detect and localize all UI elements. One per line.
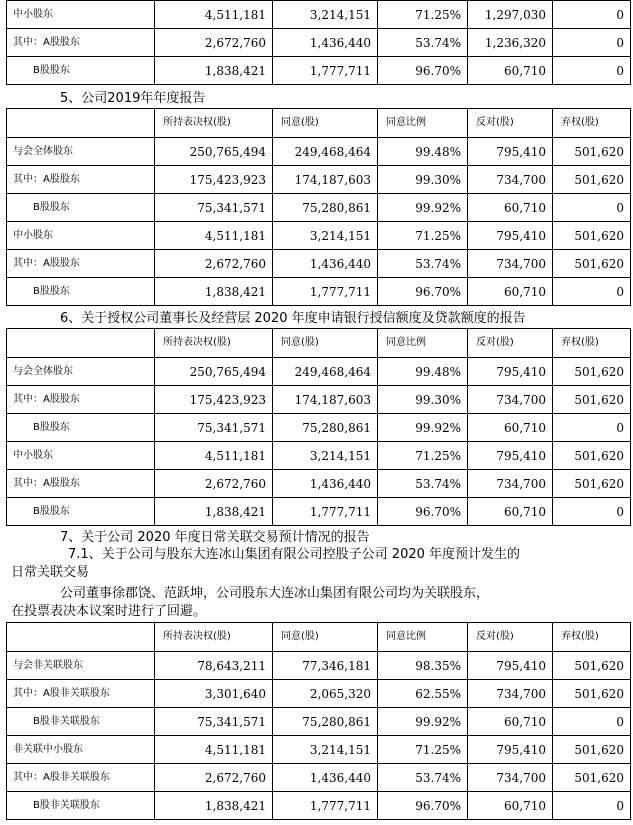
header-cell: 反对(股) [468, 109, 553, 138]
header-cell: 所持表决权(股) [155, 623, 273, 652]
header-cell: 同意(股) [273, 329, 378, 358]
value-cell: 75,280,861 [273, 708, 378, 736]
value-cell: 4,511,181 [155, 442, 273, 470]
value-cell: 1,236,320 [468, 29, 553, 57]
section-7-vote-table [6, 622, 631, 820]
table-row [7, 414, 631, 442]
row-label: 其中：A股股东 [7, 470, 155, 498]
value-cell: 71.25% [378, 442, 468, 470]
row-label: B股非关联股东 [7, 708, 155, 736]
table-row [7, 792, 631, 820]
value-cell: 99.92% [378, 708, 468, 736]
header-cell: 弃权(股) [553, 623, 631, 652]
value-cell: 99.30% [378, 166, 468, 194]
value-cell: 501,620 [553, 138, 631, 166]
value-cell: 60,710 [468, 708, 553, 736]
table-row [7, 736, 631, 764]
value-cell: 734,700 [468, 470, 553, 498]
section-6-vote-table [6, 328, 631, 526]
value-cell: 501,620 [553, 358, 631, 386]
row-label: 中小股东 [7, 1, 155, 29]
value-cell: 501,620 [553, 166, 631, 194]
value-cell: 96.70% [378, 498, 468, 526]
value-cell: 175,423,923 [155, 386, 273, 414]
row-label: 其中：A股股东 [7, 29, 155, 57]
value-cell: 2,672,760 [155, 470, 273, 498]
value-cell: 99.92% [378, 414, 468, 442]
value-cell: 75,341,571 [155, 194, 273, 222]
value-cell: 175,423,923 [155, 166, 273, 194]
value-cell: 795,410 [468, 652, 553, 680]
value-cell: 0 [553, 708, 631, 736]
value-cell: 1,297,030 [468, 1, 553, 29]
value-cell: 0 [553, 194, 631, 222]
value-cell: 249,468,464 [273, 138, 378, 166]
value-cell: 99.48% [378, 358, 468, 386]
table-row [7, 442, 631, 470]
row-label: 中小股东 [7, 442, 155, 470]
value-cell: 53.74% [378, 29, 468, 57]
row-label: B股股东 [7, 498, 155, 526]
value-cell: 96.70% [378, 792, 468, 820]
value-cell: 795,410 [468, 442, 553, 470]
value-cell: 53.74% [378, 250, 468, 278]
value-cell: 71.25% [378, 222, 468, 250]
value-cell: 0 [553, 498, 631, 526]
row-label: B股股东 [7, 57, 155, 85]
row-label: 与会全体股东 [7, 138, 155, 166]
value-cell: 2,672,760 [155, 29, 273, 57]
header-cell: 同意(股) [273, 109, 378, 138]
value-cell: 1,777,711 [273, 498, 378, 526]
row-label: 其中：A股非关联股东 [7, 680, 155, 708]
row-label: 与会全体股东 [7, 358, 155, 386]
value-cell: 0 [553, 792, 631, 820]
row-label: B股股东 [7, 194, 155, 222]
value-cell: 1,838,421 [155, 498, 273, 526]
section-7-1-heading-cont: 日常关联交易 [11, 565, 90, 580]
row-label: 其中：A股非关联股东 [7, 764, 155, 792]
value-cell: 62.55% [378, 680, 468, 708]
value-cell: 1,777,711 [273, 278, 378, 306]
value-cell: 734,700 [468, 386, 553, 414]
value-cell: 1,777,711 [273, 57, 378, 85]
header-cell: 同意比例 [378, 623, 468, 652]
value-cell: 60,710 [468, 792, 553, 820]
value-cell: 3,301,640 [155, 680, 273, 708]
value-cell: 60,710 [468, 498, 553, 526]
value-cell: 795,410 [468, 736, 553, 764]
value-cell: 0 [553, 278, 631, 306]
value-cell: 501,620 [553, 652, 631, 680]
table-row [7, 764, 631, 792]
value-cell: 795,410 [468, 138, 553, 166]
value-cell: 3,214,151 [273, 442, 378, 470]
value-cell: 2,065,320 [273, 680, 378, 708]
value-cell: 501,620 [553, 222, 631, 250]
section-7-1-note-cont: 在投票表决本议案时进行了回避。 [11, 604, 207, 619]
value-cell: 60,710 [468, 194, 553, 222]
section-5-heading: 5、公司2019年年度报告 [60, 91, 206, 106]
table-row [7, 29, 631, 57]
section-7-1-note: 公司董事徐郡饶、范跃坤，公司股东大连冰山集团有限公司均为关联股东， [60, 586, 490, 601]
value-cell: 250,765,494 [155, 358, 273, 386]
value-cell: 75,280,861 [273, 414, 378, 442]
value-cell: 174,187,603 [273, 166, 378, 194]
value-cell: 1,777,711 [273, 792, 378, 820]
table-row [7, 138, 631, 166]
value-cell: 53.74% [378, 764, 468, 792]
table-row [7, 222, 631, 250]
value-cell: 1,436,440 [273, 764, 378, 792]
table-row [7, 498, 631, 526]
section-7-heading: 7、关于公司 2020 年度日常关联交易预计情况的报告 [60, 530, 370, 545]
value-cell: 1,436,440 [273, 250, 378, 278]
header-cell-blank [7, 623, 155, 652]
header-cell: 所持表决权(股) [155, 109, 273, 138]
value-cell: 75,341,571 [155, 708, 273, 736]
table-row [7, 358, 631, 386]
value-cell: 77,346,181 [273, 652, 378, 680]
vote-table-continued [6, 0, 631, 85]
table-row [7, 386, 631, 414]
table-row [7, 278, 631, 306]
value-cell: 734,700 [468, 250, 553, 278]
value-cell: 734,700 [468, 764, 553, 792]
value-cell: 1,838,421 [155, 792, 273, 820]
section-6-heading: 6、关于授权公司董事长及经营层 2020 年度申请银行授信额度及贷款额度的报告 [60, 311, 526, 326]
value-cell: 4,511,181 [155, 1, 273, 29]
value-cell: 501,620 [553, 470, 631, 498]
row-label: 中小股东 [7, 222, 155, 250]
value-cell: 249,468,464 [273, 358, 378, 386]
value-cell: 795,410 [468, 358, 553, 386]
table-header-row [7, 329, 631, 358]
value-cell: 99.48% [378, 138, 468, 166]
table-row [7, 680, 631, 708]
value-cell: 78,643,211 [155, 652, 273, 680]
value-cell: 4,511,181 [155, 222, 273, 250]
value-cell: 4,511,181 [155, 736, 273, 764]
row-label: B股股东 [7, 278, 155, 306]
value-cell: 0 [553, 29, 631, 57]
value-cell: 98.35% [378, 652, 468, 680]
row-label: B股股东 [7, 414, 155, 442]
header-cell: 同意比例 [378, 329, 468, 358]
header-cell: 所持表决权(股) [155, 329, 273, 358]
value-cell: 75,280,861 [273, 194, 378, 222]
table-row [7, 708, 631, 736]
table-header-row [7, 623, 631, 652]
header-cell: 反对(股) [468, 623, 553, 652]
row-label: 其中：A股股东 [7, 166, 155, 194]
value-cell: 501,620 [553, 736, 631, 764]
value-cell: 60,710 [468, 414, 553, 442]
table-row [7, 470, 631, 498]
table-row [7, 166, 631, 194]
value-cell: 0 [553, 414, 631, 442]
row-label: 非关联中小股东 [7, 736, 155, 764]
value-cell: 795,410 [468, 222, 553, 250]
value-cell: 501,620 [553, 680, 631, 708]
value-cell: 501,620 [553, 442, 631, 470]
value-cell: 174,187,603 [273, 386, 378, 414]
value-cell: 96.70% [378, 57, 468, 85]
row-label: 其中：A股股东 [7, 386, 155, 414]
value-cell: 99.92% [378, 194, 468, 222]
header-cell: 同意比例 [378, 109, 468, 138]
value-cell: 3,214,151 [273, 1, 378, 29]
table-row [7, 1, 631, 29]
section-5-vote-table [6, 108, 631, 306]
value-cell: 60,710 [468, 57, 553, 85]
value-cell: 53.74% [378, 470, 468, 498]
value-cell: 250,765,494 [155, 138, 273, 166]
table-row [7, 57, 631, 85]
table-row [7, 652, 631, 680]
value-cell: 1,838,421 [155, 57, 273, 85]
value-cell: 734,700 [468, 166, 553, 194]
row-label: B股非关联股东 [7, 792, 155, 820]
value-cell: 75,341,571 [155, 414, 273, 442]
value-cell: 71.25% [378, 736, 468, 764]
value-cell: 501,620 [553, 386, 631, 414]
value-cell: 734,700 [468, 680, 553, 708]
header-cell-blank [7, 109, 155, 138]
header-cell: 同意(股) [273, 623, 378, 652]
header-cell: 弃权(股) [553, 329, 631, 358]
table-row [7, 250, 631, 278]
value-cell: 71.25% [378, 1, 468, 29]
value-cell: 501,620 [553, 250, 631, 278]
value-cell: 2,672,760 [155, 250, 273, 278]
row-label: 其中：A股股东 [7, 250, 155, 278]
header-cell: 反对(股) [468, 329, 553, 358]
value-cell: 0 [553, 57, 631, 85]
value-cell: 60,710 [468, 278, 553, 306]
value-cell: 3,214,151 [273, 736, 378, 764]
value-cell: 96.70% [378, 278, 468, 306]
header-cell-blank [7, 329, 155, 358]
value-cell: 0 [553, 1, 631, 29]
value-cell: 501,620 [553, 764, 631, 792]
table-header-row [7, 109, 631, 138]
value-cell: 1,436,440 [273, 470, 378, 498]
row-label: 与会非关联股东 [7, 652, 155, 680]
value-cell: 99.30% [378, 386, 468, 414]
header-cell: 弃权(股) [553, 109, 631, 138]
value-cell: 1,838,421 [155, 278, 273, 306]
value-cell: 1,436,440 [273, 29, 378, 57]
value-cell: 3,214,151 [273, 222, 378, 250]
table-row [7, 194, 631, 222]
section-7-1-heading: 7.1、关于公司与股东大连冰山集团有限公司控股子公司 2020 年度预计发生的 [68, 547, 521, 562]
value-cell: 2,672,760 [155, 764, 273, 792]
